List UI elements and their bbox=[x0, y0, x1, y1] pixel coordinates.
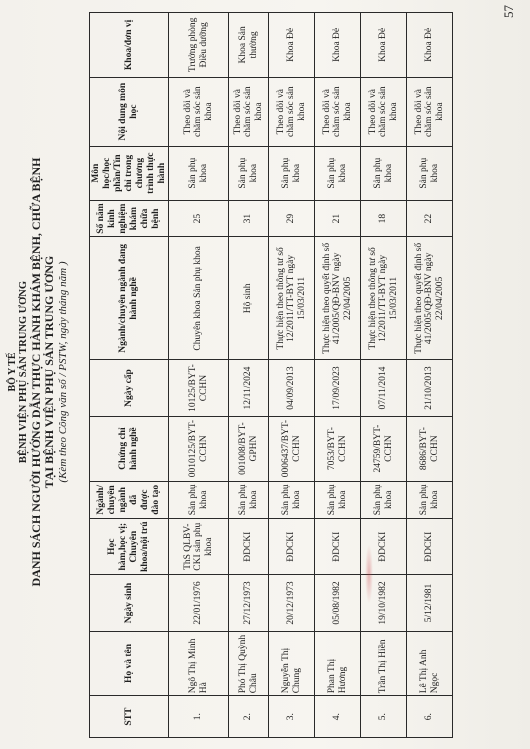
cell-experience: 25 bbox=[169, 200, 229, 237]
table-row bbox=[361, 13, 407, 738]
header-trained-field: Ngành/ chuyên ngành đã được đào tạo bbox=[90, 481, 169, 519]
cell-name: Trần Thị Hiền bbox=[361, 631, 407, 696]
cell-stt: 2. bbox=[229, 696, 269, 738]
cell-stt: 4. bbox=[315, 696, 361, 738]
header-course: Môn học/học phần/Tín chỉ trong chương trình thực hành bbox=[90, 146, 169, 200]
cell-course: Sản phụ khoa bbox=[407, 146, 453, 200]
cell-name: Nguyễn Thị Chung bbox=[269, 631, 315, 696]
cell-department: Trưởng phòng Điều dưỡng bbox=[169, 13, 229, 78]
cell-department: Khoa Đẻ bbox=[361, 13, 407, 78]
cell-license: 7053/BYT-CCHN bbox=[315, 416, 361, 481]
cell-name: Ngô Thị Minh Hà bbox=[169, 631, 229, 696]
table-header-row bbox=[90, 13, 169, 738]
cell-department: Khoa Sản thường bbox=[229, 13, 269, 78]
cell-stt: 1. bbox=[169, 696, 229, 738]
cell-issue-date: 17/09/2023 bbox=[315, 360, 361, 416]
cell-issue-date: 21/10/2013 bbox=[407, 360, 453, 416]
cell-practicing-field: Chuyên khoa Sản phụ khoa bbox=[169, 237, 229, 360]
hospital-name: BỆNH VIỆN PHỤ SẢN TRUNG ƯƠNG bbox=[18, 280, 30, 464]
cell-course-content: Theo dõi và chăm sóc sản khoa bbox=[361, 77, 407, 146]
cell-stt: 6. bbox=[407, 696, 453, 738]
header-stt: STT bbox=[90, 696, 169, 738]
cell-issue-date: 07/11/2014 bbox=[361, 360, 407, 416]
document-title-line2: TẠI BỆNH VIỆN PHỤ SẢN TRUNG ƯƠNG bbox=[42, 255, 57, 489]
cell-course-content: Theo dõi và chăm sóc sản khoa bbox=[269, 77, 315, 146]
cell-degree: ĐDCKI bbox=[315, 519, 361, 575]
ink-mark bbox=[365, 544, 373, 604]
cell-course: Sản phụ khoa bbox=[169, 146, 229, 200]
attachment-note: (Kèm theo Công văn số / PSTW, ngày tháng năm ) bbox=[56, 261, 69, 483]
table-row bbox=[269, 13, 315, 738]
header-name: Họ và tên bbox=[90, 631, 169, 696]
table-row bbox=[229, 13, 269, 738]
cell-course-content: Theo dõi và chăm sóc sản khoa bbox=[315, 77, 361, 146]
cell-dob: 22/01/1976 bbox=[169, 575, 229, 631]
cell-trained-field: Sản phụ khoa bbox=[269, 481, 315, 519]
header-degree: Học hàm,học vị; Chuyên khoa/nội trú bbox=[90, 519, 169, 575]
cell-trained-field: Sản phụ khoa bbox=[407, 481, 453, 519]
cell-issue-date: 10125/BYT-CCHN bbox=[169, 360, 229, 416]
cell-practicing-field: Thực hiện theo quyết định số 41/2005/QĐ-BNV ngày 22/04/2005 bbox=[315, 237, 361, 360]
cell-course-content: Theo dõi và chăm sóc sản khoa bbox=[407, 77, 453, 146]
cell-experience: 31 bbox=[229, 200, 269, 237]
cell-degree: ThS QLBV- CKI sản phụ khoa bbox=[169, 519, 229, 575]
instructor-table bbox=[89, 12, 453, 738]
cell-license: 0010125/BYT-CCHN bbox=[169, 416, 229, 481]
cell-license: 0006437/BYT-CCHN bbox=[269, 416, 315, 481]
cell-license: 24759/BYT-CCHN bbox=[361, 416, 407, 481]
cell-department: Khoa Đẻ bbox=[315, 13, 361, 78]
cell-issue-date: 12/11/2024 bbox=[229, 360, 269, 416]
cell-trained-field: Sản phụ khoa bbox=[169, 481, 229, 519]
cell-experience: 22 bbox=[407, 200, 453, 237]
page-number: 57 bbox=[501, 5, 516, 18]
table-row bbox=[315, 13, 361, 738]
cell-experience: 29 bbox=[269, 200, 315, 237]
cell-course: Sản phụ khoa bbox=[229, 146, 269, 200]
cell-course: Sản phụ khoa bbox=[315, 146, 361, 200]
header-course-content: Nội dung môn học bbox=[90, 77, 169, 146]
cell-license: 8686/BYT-CCHN bbox=[407, 416, 453, 481]
cell-degree: ĐDCKI bbox=[407, 519, 453, 575]
cell-stt: 5. bbox=[361, 696, 407, 738]
cell-experience: 21 bbox=[315, 200, 361, 237]
cell-course-content: Theo dõi và chăm sóc sản khoa bbox=[229, 77, 269, 146]
header-issue-date: Ngày cấp bbox=[90, 360, 169, 416]
cell-degree: ĐDCKI bbox=[229, 519, 269, 575]
table-row bbox=[169, 13, 229, 738]
cell-trained-field: Sản phụ khoa bbox=[229, 481, 269, 519]
cell-name: Phó Thị Quỳnh Châu bbox=[229, 631, 269, 696]
cell-issue-date: 04/09/2013 bbox=[269, 360, 315, 416]
cell-dob: 20/12/1973 bbox=[269, 575, 315, 631]
table-row bbox=[407, 13, 453, 738]
cell-degree: ĐDCKI bbox=[361, 519, 407, 575]
header-practicing-field: Ngành/chuyên ngành đang hành nghề bbox=[90, 237, 169, 360]
cell-trained-field: Sản phụ khoa bbox=[315, 481, 361, 519]
document-title-line1: DANH SÁCH NGƯỜI HƯỚNG DẪN THỰC HÀNH KHÁM BỆNH, CHỮA BỆNH bbox=[28, 157, 43, 587]
cell-license: 001008/BYT-GPHN bbox=[229, 416, 269, 481]
header-department: Khoa/đơn vị bbox=[90, 13, 169, 78]
header-experience-years: Số năm kinh nghiệm khám chữa bệnh bbox=[90, 200, 169, 237]
cell-course-content: Theo dõi và chăm sóc sản khoa bbox=[169, 77, 229, 146]
cell-trained-field: Sản phụ khoa bbox=[361, 481, 407, 519]
cell-name: Phan Thị Hương bbox=[315, 631, 361, 696]
cell-dob: 27/12/1973 bbox=[229, 575, 269, 631]
cell-stt: 3. bbox=[269, 696, 315, 738]
header-dob: Ngày sinh bbox=[90, 575, 169, 631]
cell-course: Sản phụ khoa bbox=[361, 146, 407, 200]
header-license: Chứng chỉ hành nghề bbox=[90, 416, 169, 481]
cell-department: Khoa Đẻ bbox=[407, 13, 453, 78]
cell-practicing-field: Thực hiện theo thông tư số 12/2011/TT-BYT ngày 15/03/2011 bbox=[361, 237, 407, 360]
cell-course: Sản phụ khoa bbox=[269, 146, 315, 200]
ministry-label: BỘ Y TẾ bbox=[7, 352, 18, 392]
rotated-content bbox=[5, 2, 525, 742]
cell-department: Khoa Đẻ bbox=[269, 13, 315, 78]
cell-experience: 18 bbox=[361, 200, 407, 237]
document-header bbox=[5, 2, 69, 742]
cell-name: Lê Thị Anh Ngọc bbox=[407, 631, 453, 696]
cell-practicing-field: Thực hiện theo quyết định số 41/2005/QĐ-BNV ngày 22/04/2005 bbox=[407, 237, 453, 360]
cell-dob: 19/10/1982 bbox=[361, 575, 407, 631]
cell-degree: ĐDCKI bbox=[269, 519, 315, 575]
cell-practicing-field: Hộ sinh bbox=[229, 237, 269, 360]
cell-practicing-field: Thực hiện theo thông tư số 12/2011/TT-BYT ngày 15/03/2011 bbox=[269, 237, 315, 360]
cell-dob: 05/08/1982 bbox=[315, 575, 361, 631]
cell-dob: 5/12/1981 bbox=[407, 575, 453, 631]
